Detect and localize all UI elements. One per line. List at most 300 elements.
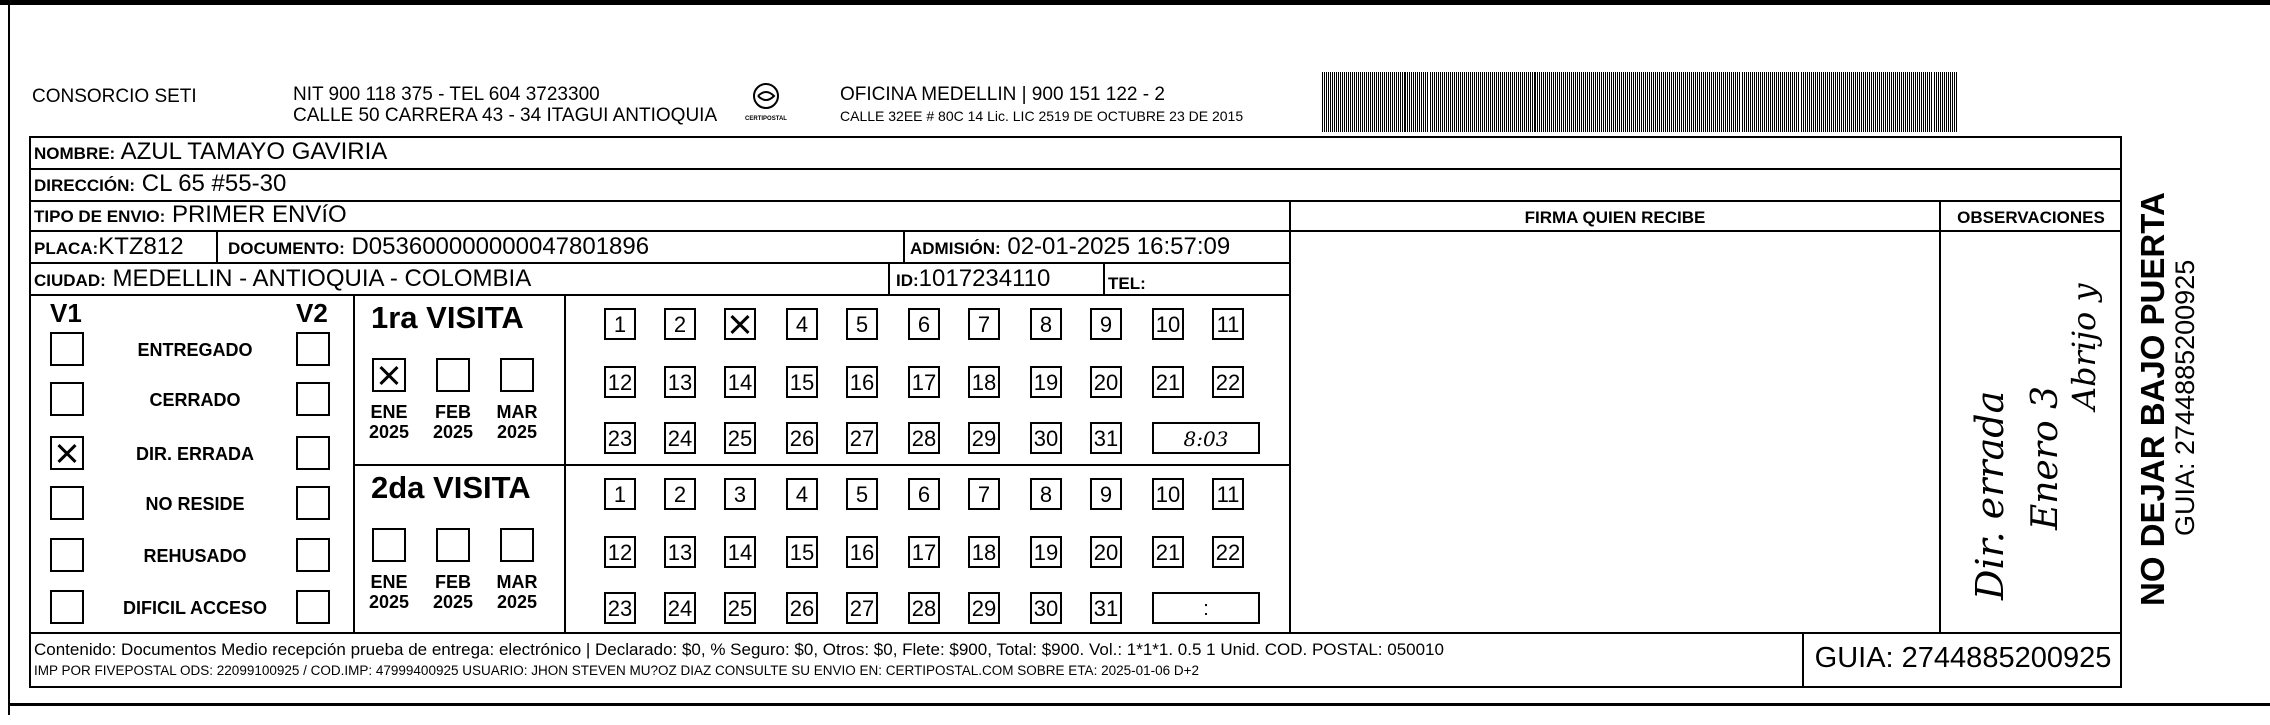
barcode-bar	[1719, 72, 1720, 132]
day-checkbox[interactable]: 7	[968, 308, 1000, 340]
barcode-bar	[1476, 72, 1477, 132]
v1-checkbox[interactable]	[50, 486, 84, 520]
barcode-bar	[1611, 72, 1612, 132]
barcode-bar	[1889, 72, 1890, 132]
barcode-bar	[1508, 72, 1509, 132]
month-year: 2025	[496, 422, 538, 442]
day-checkbox[interactable]: 29	[968, 422, 1000, 454]
nit-line: NIT 900 118 375 - TEL 604 3723300	[293, 84, 600, 105]
barcode-bar	[1934, 72, 1935, 132]
day-checkbox[interactable]: 8	[1030, 308, 1062, 340]
day-checkbox[interactable]: 1	[604, 308, 636, 340]
barcode-bar	[1549, 72, 1550, 132]
barcode-bar	[1817, 72, 1818, 132]
barcode-bar	[1344, 72, 1345, 132]
nombre-field	[34, 138, 387, 166]
barcode-bar	[1653, 72, 1654, 132]
barcode-bar	[1569, 72, 1570, 132]
barcode-bar	[1801, 72, 1802, 132]
barcode-bar	[1948, 72, 1949, 132]
barcode-bar	[1952, 72, 1953, 132]
barcode-bar	[1472, 72, 1473, 132]
day-checkbox[interactable]: 14	[724, 536, 756, 568]
barcode-bar	[1633, 72, 1634, 132]
barcode-bar	[1671, 72, 1672, 132]
barcode-bar	[1717, 72, 1718, 132]
day-checkbox[interactable]: 27	[846, 592, 878, 624]
day-checkbox[interactable]: 5	[846, 478, 878, 510]
month-label	[364, 572, 414, 612]
documento-label: DOCUMENTO:	[228, 239, 345, 258]
barcode-bar	[1887, 72, 1888, 132]
barcode-bar	[1480, 72, 1481, 132]
barcode-bar	[1627, 72, 1628, 132]
license-line: CALLE 32EE # 80C 14 Lic. LIC 2519 DE OCTUBRE 23 DE 2015	[840, 108, 1244, 124]
day-checkbox[interactable]: 2	[664, 308, 696, 340]
day-checkbox[interactable]: 2	[664, 478, 696, 510]
barcode-bar	[1436, 72, 1437, 132]
observaciones-label: OBSERVACIONES	[1957, 208, 2105, 227]
barcode-bar	[1819, 72, 1820, 132]
barcode-bar	[1417, 72, 1418, 132]
barcode-bar	[1940, 72, 1941, 132]
documento-field	[228, 233, 649, 261]
barcode-bar	[1324, 72, 1325, 132]
barcode-bar	[1518, 72, 1519, 132]
day-checkbox[interactable]	[724, 308, 756, 340]
barcode-bar	[1520, 72, 1521, 132]
status-label: DIFICIL ACCESO	[122, 598, 267, 618]
barcode-bar	[1813, 72, 1814, 132]
month-name: MAR	[496, 572, 538, 592]
barcode-bar	[1486, 72, 1487, 132]
barcode-bar	[1669, 72, 1670, 132]
barcode-bar	[1434, 72, 1435, 132]
barcode-bar	[1721, 72, 1722, 132]
barcode-bar	[1851, 72, 1852, 132]
day-checkbox[interactable]: 12	[604, 536, 636, 568]
day-checkbox[interactable]: 18	[968, 366, 1000, 398]
barcode-bar	[1354, 72, 1355, 132]
direccion-value: CL 65 #55-30	[141, 170, 287, 197]
barcode-bar	[1879, 72, 1880, 132]
day-checkbox[interactable]: 10	[1152, 308, 1184, 340]
barcode-bar	[1911, 72, 1912, 132]
barcode-bar	[1458, 72, 1459, 132]
barcode-bar	[1855, 72, 1856, 132]
barcode-bar	[1843, 72, 1844, 132]
barcode-bar	[1760, 72, 1761, 132]
barcode-bar	[1555, 72, 1556, 132]
barcode-bar	[1691, 72, 1692, 132]
day-checkbox[interactable]: 4	[786, 478, 818, 510]
barcode-bar	[1360, 72, 1361, 132]
barcode-bar	[1621, 72, 1622, 132]
placa-label: PLACA:	[34, 239, 99, 258]
barcode-bar	[1372, 72, 1373, 132]
barcode-bar	[1583, 72, 1584, 132]
barcode-bar	[1661, 72, 1662, 132]
barcode-bar	[1784, 72, 1785, 132]
barcode-bar	[1378, 72, 1379, 132]
barcode-bar	[1326, 72, 1327, 132]
barcode-bar	[1756, 72, 1757, 132]
barcode-bar	[1905, 72, 1906, 132]
barcode-bar	[1873, 72, 1874, 132]
barcode-bar	[1613, 72, 1614, 132]
barcode-bar	[1425, 72, 1426, 132]
barcode-bar	[1543, 72, 1544, 132]
barcode-bar	[1875, 72, 1876, 132]
v1-checkbox[interactable]	[50, 332, 84, 366]
handwriting-line1: Dir. errada	[1968, 390, 2012, 600]
barcode-bar	[1384, 72, 1385, 132]
barcode-bar	[1494, 72, 1495, 132]
day-checkbox[interactable]: 6	[908, 478, 940, 510]
v2-checkbox[interactable]	[296, 436, 330, 470]
barcode-bar	[1340, 72, 1341, 132]
barcode-bar	[1597, 72, 1598, 132]
barcode-bar	[1464, 72, 1465, 132]
day-checkbox[interactable]: 21	[1152, 536, 1184, 568]
barcode-bar	[1380, 72, 1381, 132]
barcode-bar	[1663, 72, 1664, 132]
id-value: 1017234110	[918, 265, 1051, 292]
direccion-label: DIRECCIÓN:	[34, 176, 136, 195]
barcode-bar	[1723, 72, 1724, 132]
day-checkbox[interactable]: 30	[1030, 422, 1062, 454]
barcode-bar	[1727, 72, 1728, 132]
barcode-bar	[1579, 72, 1580, 132]
barcode-bar	[1841, 72, 1842, 132]
barcode-bar	[1537, 72, 1538, 132]
certipostal-logo-icon	[738, 80, 794, 130]
day-checkbox[interactable]: 1	[604, 478, 636, 510]
day-checkbox[interactable]: 9	[1090, 308, 1122, 340]
barcode-bar	[1683, 72, 1684, 132]
barcode-bar	[1853, 72, 1854, 132]
day-checkbox[interactable]: 6	[908, 308, 940, 340]
day-checkbox[interactable]: 4	[786, 308, 818, 340]
barcode-bar	[1524, 72, 1525, 132]
day-checkbox[interactable]: 23	[604, 592, 636, 624]
day-checkbox[interactable]: 7	[968, 478, 1000, 510]
month-checkbox[interactable]	[436, 358, 470, 392]
barcode-bar	[1539, 72, 1540, 132]
day-checkbox[interactable]: 28	[908, 592, 940, 624]
day-checkbox[interactable]: 3	[724, 478, 756, 510]
month-checkbox[interactable]	[436, 528, 470, 562]
barcode-bar	[1861, 72, 1862, 132]
barcode-bar	[1444, 72, 1445, 132]
day-checkbox[interactable]: 5	[846, 308, 878, 340]
id-field	[896, 265, 1050, 293]
id-divider	[888, 262, 890, 296]
day-checkbox[interactable]: 13	[664, 366, 696, 398]
barcode-bar	[1334, 72, 1335, 132]
day-checkbox[interactable]: 24	[664, 422, 696, 454]
barcode-bar	[1484, 72, 1485, 132]
v1-checkbox[interactable]	[50, 590, 84, 624]
handwriting-line2: Enero 3	[2025, 386, 2066, 530]
barcode-bar	[1659, 72, 1660, 132]
v2-checkbox[interactable]	[296, 332, 330, 366]
day-checkbox[interactable]: 11	[1212, 478, 1244, 510]
barcode-bar	[1770, 72, 1771, 132]
day-checkbox[interactable]: 24	[664, 592, 696, 624]
barcode-bar	[1607, 72, 1608, 132]
barcode-bar	[1825, 72, 1826, 132]
day-checkbox[interactable]: 15	[786, 536, 818, 568]
barcode-bar	[1356, 72, 1357, 132]
v1-checkbox[interactable]	[50, 436, 84, 470]
barcode-bar	[1643, 72, 1644, 132]
v2-checkbox[interactable]	[296, 486, 330, 520]
barcode-bar	[1790, 72, 1791, 132]
day-checkbox[interactable]: 13	[664, 536, 696, 568]
barcode-bar	[1585, 72, 1586, 132]
v2-checkbox[interactable]	[296, 538, 330, 572]
barcode-bar	[1404, 72, 1406, 132]
barcode-bar	[1689, 72, 1690, 132]
documento-value: D053600000000047801896	[351, 233, 650, 260]
barcode-bar	[1526, 72, 1527, 132]
barcode-bar	[1903, 72, 1904, 132]
barcode-bar	[1442, 72, 1443, 132]
barcode-bar	[1438, 72, 1439, 132]
tel-label: TEL:	[1108, 274, 1146, 293]
barcode-bar	[1382, 72, 1383, 132]
barcode-bar	[1430, 72, 1431, 132]
barcode-bar	[1942, 72, 1943, 132]
barcode-bar	[1954, 72, 1955, 132]
barcode-bar	[1733, 72, 1734, 132]
barcode-bar	[1681, 72, 1682, 132]
barcode-bar	[1917, 72, 1918, 132]
barcode-bar	[1927, 72, 1928, 132]
barcode-bar	[1778, 72, 1779, 132]
day-checkbox[interactable]: 17	[908, 366, 940, 398]
barcode-bar	[1737, 72, 1738, 132]
barcode-bar	[1599, 72, 1600, 132]
barcode-bar	[1647, 72, 1648, 132]
nombre-label: NOMBRE:	[34, 144, 116, 163]
ciudad-field	[34, 265, 531, 293]
admision-value: 02-01-2025 16:57:09	[1007, 233, 1231, 260]
barcode-bar	[1847, 72, 1848, 132]
day-checkbox[interactable]: 25	[724, 422, 756, 454]
day-checkbox[interactable]: 20	[1090, 366, 1122, 398]
barcode-bar	[1330, 72, 1331, 132]
barcode-bar	[1936, 72, 1937, 132]
day-checkbox[interactable]: 27	[846, 422, 878, 454]
visit-time-box[interactable]: 8:03	[1152, 422, 1260, 454]
barcode-bar	[1601, 72, 1602, 132]
day-checkbox[interactable]: 18	[968, 536, 1000, 568]
day-checkbox[interactable]: 19	[1030, 536, 1062, 568]
barcode-bar	[1514, 72, 1515, 132]
day-checkbox[interactable]: 30	[1030, 592, 1062, 624]
day-checkbox[interactable]: 19	[1030, 366, 1062, 398]
header-underline	[1289, 230, 2122, 232]
barcode-bar	[1631, 72, 1632, 132]
barcode-bar	[1729, 72, 1730, 132]
certipostal-logo	[738, 80, 794, 130]
month-name: ENE	[370, 572, 408, 592]
day-checkbox[interactable]: 16	[846, 366, 878, 398]
barcode-bar	[1421, 72, 1422, 132]
barcode-bar	[1563, 72, 1564, 132]
v1-checkbox[interactable]	[50, 382, 84, 416]
month-name: FEB	[435, 572, 471, 592]
barcode-bar	[1869, 72, 1870, 132]
barcode-bar	[1807, 72, 1808, 132]
barcode-bar	[1482, 72, 1483, 132]
barcode-bar	[1950, 72, 1951, 132]
day-checkbox[interactable]: 12	[604, 366, 636, 398]
day-checkbox[interactable]: 26	[786, 422, 818, 454]
month-year: 2025	[432, 422, 474, 442]
barcode-bar	[1573, 72, 1574, 132]
barcode-bar	[1746, 72, 1747, 132]
barcode-bar	[1545, 72, 1546, 132]
day-checkbox[interactable]: 8	[1030, 478, 1062, 510]
day-checkbox[interactable]: 31	[1090, 422, 1122, 454]
barcode-bar	[1617, 72, 1618, 132]
barcode-bar	[1370, 72, 1371, 132]
v1-checkbox[interactable]	[50, 538, 84, 572]
barcode-bar	[1665, 72, 1666, 132]
barcode-bar	[1809, 72, 1810, 132]
day-checkbox[interactable]: 26	[786, 592, 818, 624]
barcode-bar	[1859, 72, 1860, 132]
month-checkbox[interactable]	[372, 528, 406, 562]
barcode-bar	[1532, 72, 1533, 132]
barcode-bar	[1336, 72, 1337, 132]
barcode-bar	[1470, 72, 1471, 132]
barcode-bar	[1346, 72, 1347, 132]
barcode-bar	[1504, 72, 1505, 132]
admision-label: ADMISIÓN:	[910, 239, 1001, 258]
day-checkbox[interactable]: 25	[724, 592, 756, 624]
v2-label: V2	[296, 298, 328, 328]
barcode-bar	[1877, 72, 1878, 132]
barcode-bar	[1758, 72, 1759, 132]
barcode-bar	[1780, 72, 1781, 132]
barcode-image	[1322, 72, 1962, 132]
day-checkbox[interactable]: 23	[604, 422, 636, 454]
barcode-bar	[1901, 72, 1902, 132]
barcode-bar	[1571, 72, 1572, 132]
day-checkbox[interactable]: 10	[1152, 478, 1184, 510]
day-checkbox[interactable]: 22	[1212, 536, 1244, 568]
month-checkbox[interactable]	[500, 528, 534, 562]
day-checkbox[interactable]: 28	[908, 422, 940, 454]
barcode-bar	[1364, 72, 1365, 132]
tipo-label: TIPO DE ENVIO:	[34, 207, 166, 226]
barcode-bar	[1796, 72, 1797, 132]
barcode-bar	[1419, 72, 1420, 132]
barcode-bar	[1915, 72, 1916, 132]
day-checkbox[interactable]: 22	[1212, 366, 1244, 398]
day-checkbox[interactable]: 9	[1090, 478, 1122, 510]
barcode-bar	[1677, 72, 1678, 132]
barcode-bar	[1374, 72, 1375, 132]
barcode-bar	[1764, 72, 1765, 132]
barcode-bar	[1452, 72, 1453, 132]
barcode-bar	[1895, 72, 1896, 132]
barcode-bar	[1774, 72, 1775, 132]
admision-divider	[903, 230, 905, 264]
barcode-bar	[1768, 72, 1769, 132]
barcode-bar	[1651, 72, 1652, 132]
barcode-bar	[1565, 72, 1566, 132]
imp-line: IMP POR FIVEPOSTAL ODS: 22099100925 / COD.IMP: 47999400925 USUARIO: JHON STEVEN MU?OZ DIAZ CONSULTE SU ENVIO EN: CERTIPOSTAL.COM SOBRE ETA: 2025-01-06 D+2	[34, 663, 1200, 678]
barcode-bar	[1427, 72, 1428, 132]
barcode-bar	[1899, 72, 1900, 132]
barcode-bar	[1929, 72, 1930, 132]
barcode-bar	[1322, 72, 1323, 132]
barcode-bar	[1657, 72, 1658, 132]
visit-time-box[interactable]: :	[1152, 592, 1260, 624]
day-checkbox[interactable]: 21	[1152, 366, 1184, 398]
day-checkbox[interactable]: 20	[1090, 536, 1122, 568]
day-checkbox[interactable]: 16	[846, 536, 878, 568]
barcode-bar	[1699, 72, 1700, 132]
barcode-bar	[1909, 72, 1910, 132]
barcode-bar	[1551, 72, 1552, 132]
month-checkbox[interactable]	[372, 358, 406, 392]
barcode-bar	[1641, 72, 1642, 132]
v2-checkbox[interactable]	[296, 590, 330, 624]
handwritten-note	[1945, 270, 2115, 630]
v2-checkbox[interactable]	[296, 382, 330, 416]
day-checkbox[interactable]: 29	[968, 592, 1000, 624]
month-label	[492, 402, 542, 442]
barcode-bar	[1450, 72, 1451, 132]
top-edge-line	[0, 0, 2270, 5]
barcode-bar	[1744, 72, 1745, 132]
barcode-bar	[1701, 72, 1702, 132]
barcode-bar	[1827, 72, 1828, 132]
status-label: CERRADO	[149, 390, 241, 410]
day-checkbox[interactable]: 11	[1212, 308, 1244, 340]
guia-box: GUIA: 2744885200925	[1814, 642, 2112, 674]
day-checkbox[interactable]: 17	[908, 536, 940, 568]
barcode-bar	[1409, 72, 1410, 132]
barcode-bar	[1752, 72, 1753, 132]
barcode-bar	[1649, 72, 1650, 132]
admision-field	[910, 233, 1230, 261]
barcode-bar	[1839, 72, 1840, 132]
day-checkbox[interactable]: 14	[724, 366, 756, 398]
barcode-bar	[1348, 72, 1349, 132]
office-line: OFICINA MEDELLIN | 900 151 122 - 2	[840, 84, 1165, 105]
barcode-bar	[1362, 72, 1363, 132]
day-checkbox[interactable]: 15	[786, 366, 818, 398]
barcode-bar	[1350, 72, 1351, 132]
month-checkbox[interactable]	[500, 358, 534, 392]
barcode-bar	[1332, 72, 1333, 132]
visit-separator	[353, 464, 1291, 466]
barcode-bar	[1407, 72, 1408, 132]
barcode-bar	[1623, 72, 1624, 132]
barcode-bar	[1707, 72, 1708, 132]
barcode-bar	[1577, 72, 1578, 132]
day-checkbox[interactable]: 31	[1090, 592, 1122, 624]
barcode-bar	[1502, 72, 1503, 132]
barcode-bar	[1474, 72, 1475, 132]
